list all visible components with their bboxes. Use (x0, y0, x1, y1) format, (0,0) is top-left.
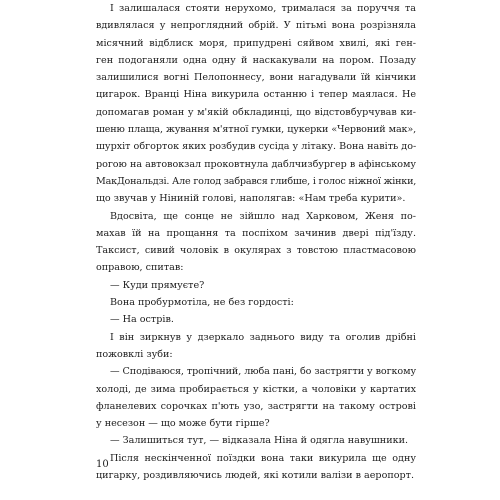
text-line: шурхіт обгорток яких розбудив сусіда у літаку. Вона навіть до- (96, 141, 417, 153)
text-line: — Куди прямуєте? (110, 279, 205, 291)
text-line: — На острів. (110, 314, 174, 326)
text-line: Таксист, сивий чоловік в окулярах з товстою пластмасовою (96, 245, 416, 257)
text-line: махав їй на прощання та поспіхом зачинив двері під'їзду. (96, 227, 416, 239)
text-line: місячний відблиск моря, припудрені сяйвом хвилі, які ген- (96, 37, 416, 49)
text-line: шеню плаща, жування м'ятної гумки, цукерки «Червоний мак», (96, 124, 416, 136)
text-line: І він зиркнув у дзеркало заднього виду та оголив дрібні (110, 331, 416, 343)
text-line: цигарку, роздивляючись людей, які котили валізи в аеропорт. (96, 470, 415, 482)
text-line: допомагав роман у м'якій обкладинці, що відстовбурчував ки- (96, 106, 416, 118)
text-line: оправою, спитав: (96, 262, 184, 274)
text-line: фланелевих сорочках п'ють узо, застрягти на такому острові (96, 400, 416, 412)
text-line: цигарок. Вранці Ніна викурила останню і тепер маялася. Не (96, 89, 416, 101)
text-line: вдивлялася у непроглядний обрій. У пітьмі вона розрізняла (96, 20, 416, 32)
text-line: залишилися вогні Пелопоннесу, вони нагадували їй кінчики (96, 72, 416, 84)
text-line: І залишалася стояти нерухомо, трималася за поруччя та (110, 3, 416, 14)
text-line: ген подоганяли одна одну й наскакували на пором. Позаду (96, 54, 416, 66)
text-line: Вдосвіта, ще сонце не зійшло над Харковом, Женя по- (110, 210, 416, 222)
text-line: у несезон — що може бути гірше? (96, 418, 270, 430)
text-line: що звучав у Ніниній голові, наполягав: «Нам треба курити». (96, 193, 406, 205)
text-line: — Сподіваюся, тропічний, люба пані, бо застрягти у вогкому (110, 366, 416, 378)
text-line: Вона пробурмотіла, не без гордості: (110, 297, 294, 309)
text-line: — Залишиться тут, — відказала Ніна й одягла навушники. (110, 435, 409, 447)
text-line: Після нескінченної поїздки вона таки викурила ще одну (110, 452, 416, 464)
text-line: МакДональдзі. Але голод забрався глибше, і голос ніжної жінки, (96, 175, 417, 187)
text-line: рогою на автовокзал проковтнула даблчизбургер в афінському (96, 158, 416, 170)
text-line: холоді, де зима пробирається у кістки, а чоловіки у картатих (96, 383, 416, 395)
page-number: 10 (96, 459, 109, 470)
text-line: пожовклі зуби: (96, 348, 173, 360)
body-text (96, 0, 416, 484)
